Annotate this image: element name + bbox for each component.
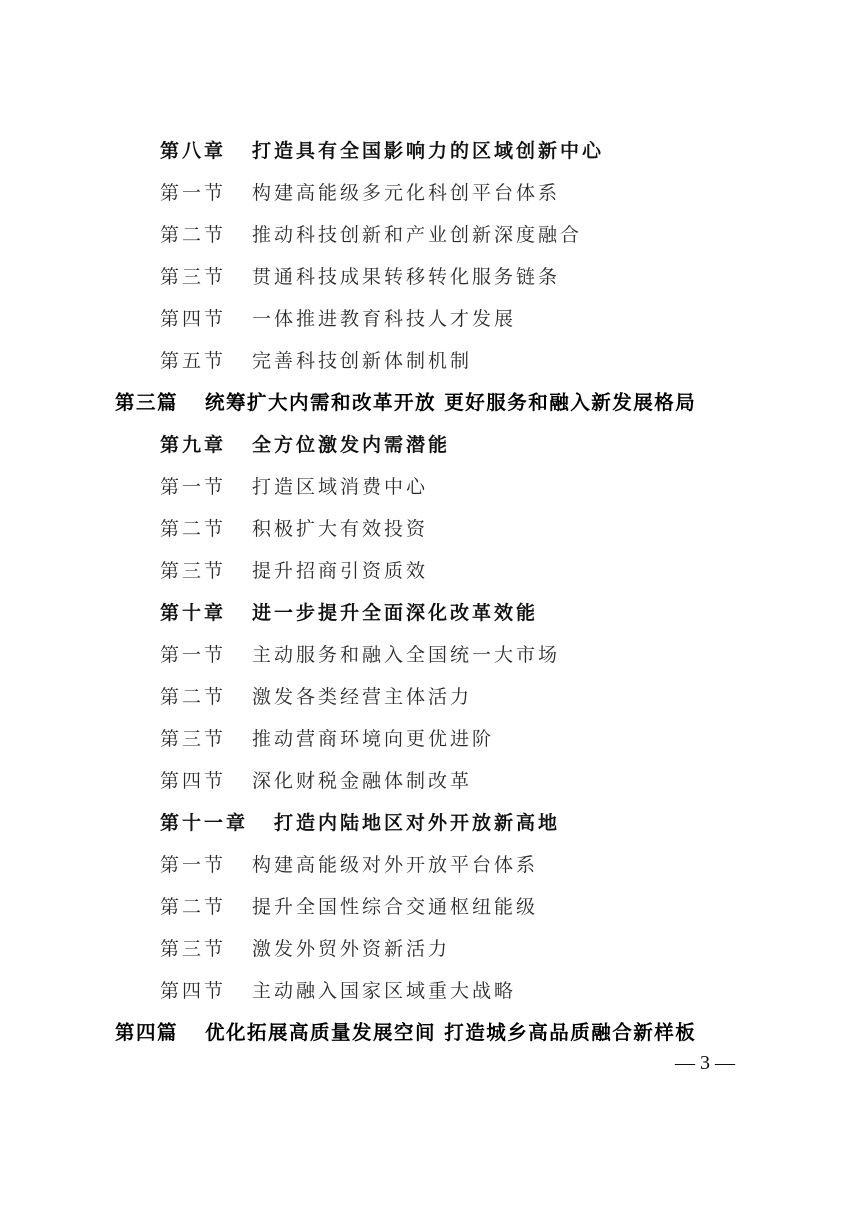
toc-section-title: 构建高能级多元化科创平台体系 — [252, 182, 561, 204]
toc-section-number: 第四节 — [160, 770, 227, 792]
toc-chapter-number: 第九章 — [160, 434, 227, 456]
toc-chapter-number: 第八章 — [160, 140, 227, 162]
toc-section-line — [0, 928, 860, 970]
toc-section-title: 主动服务和融入全国统一大市场 — [252, 644, 561, 666]
toc-section-number: 第一节 — [160, 644, 227, 666]
toc-section-title: 提升招商引资质效 — [252, 560, 429, 582]
toc-section-line — [0, 298, 860, 340]
toc-section-line — [0, 172, 860, 214]
toc-section-line — [0, 340, 860, 382]
toc-part-title: 优化拓展高质量发展空间 打造城乡高品质融合新样板 — [205, 1021, 697, 1044]
toc-part-title: 统筹扩大内需和改革开放 更好服务和融入新发展格局 — [205, 391, 697, 414]
page-number: — 3 — — [675, 1052, 735, 1074]
toc-section-line — [0, 256, 860, 298]
toc-chapter-number: 第十一章 — [160, 812, 249, 834]
toc-section-title: 一体推进教育科技人才发展 — [252, 308, 517, 330]
table-of-contents — [0, 130, 860, 1054]
toc-section-title: 构建高能级对外开放平台体系 — [252, 854, 539, 876]
toc-section-number: 第二节 — [160, 896, 227, 918]
toc-chapter-line — [0, 130, 860, 172]
toc-section-title: 主动融入国家区域重大战略 — [252, 980, 517, 1002]
toc-section-line — [0, 550, 860, 592]
toc-section-number: 第三节 — [160, 728, 227, 750]
toc-section-number: 第五节 — [160, 350, 227, 372]
toc-section-line — [0, 760, 860, 802]
toc-section-title: 提升全国性综合交通枢纽能级 — [252, 896, 539, 918]
toc-section-line — [0, 886, 860, 928]
toc-section-line — [0, 634, 860, 676]
toc-section-number: 第一节 — [160, 476, 227, 498]
toc-section-line — [0, 970, 860, 1012]
toc-part-line — [0, 382, 860, 424]
toc-section-line — [0, 844, 860, 886]
toc-chapter-title: 打造具有全国影响力的区域创新中心 — [252, 140, 605, 162]
toc-chapter-number: 第十章 — [160, 602, 227, 624]
toc-section-line — [0, 508, 860, 550]
toc-section-number: 第三节 — [160, 560, 227, 582]
toc-section-number: 第一节 — [160, 854, 227, 876]
toc-section-number: 第三节 — [160, 938, 227, 960]
toc-section-title: 推动科技创新和产业创新深度融合 — [252, 224, 583, 246]
toc-section-title: 推动营商环境向更优进阶 — [252, 728, 495, 750]
toc-section-title: 贯通科技成果转移转化服务链条 — [252, 266, 561, 288]
toc-section-line — [0, 718, 860, 760]
toc-chapter-line — [0, 802, 860, 844]
toc-chapter-title: 打造内陆地区对外开放新高地 — [274, 812, 561, 834]
toc-chapter-title: 全方位激发内需潜能 — [252, 434, 451, 456]
toc-section-number: 第二节 — [160, 224, 227, 246]
toc-section-number: 第三节 — [160, 266, 227, 288]
toc-section-number: 第二节 — [160, 518, 227, 540]
toc-part-number: 第三篇 — [115, 391, 179, 414]
toc-section-title: 积极扩大有效投资 — [252, 518, 429, 540]
toc-part-number: 第四篇 — [115, 1021, 179, 1044]
toc-section-number: 第四节 — [160, 980, 227, 1002]
toc-section-line — [0, 466, 860, 508]
toc-section-line — [0, 676, 860, 718]
toc-section-number: 第四节 — [160, 308, 227, 330]
toc-part-line — [0, 1012, 860, 1054]
toc-section-title: 完善科技创新体制机制 — [252, 350, 473, 372]
toc-section-title: 打造区域消费中心 — [252, 476, 429, 498]
toc-chapter-title: 进一步提升全面深化改革效能 — [252, 602, 539, 624]
toc-section-title: 激发外贸外资新活力 — [252, 938, 451, 960]
toc-section-number: 第二节 — [160, 686, 227, 708]
toc-section-title: 深化财税金融体制改革 — [252, 770, 473, 792]
toc-section-line — [0, 214, 860, 256]
toc-chapter-line — [0, 592, 860, 634]
toc-chapter-line — [0, 424, 860, 466]
toc-section-number: 第一节 — [160, 182, 227, 204]
toc-section-title: 激发各类经营主体活力 — [252, 686, 473, 708]
